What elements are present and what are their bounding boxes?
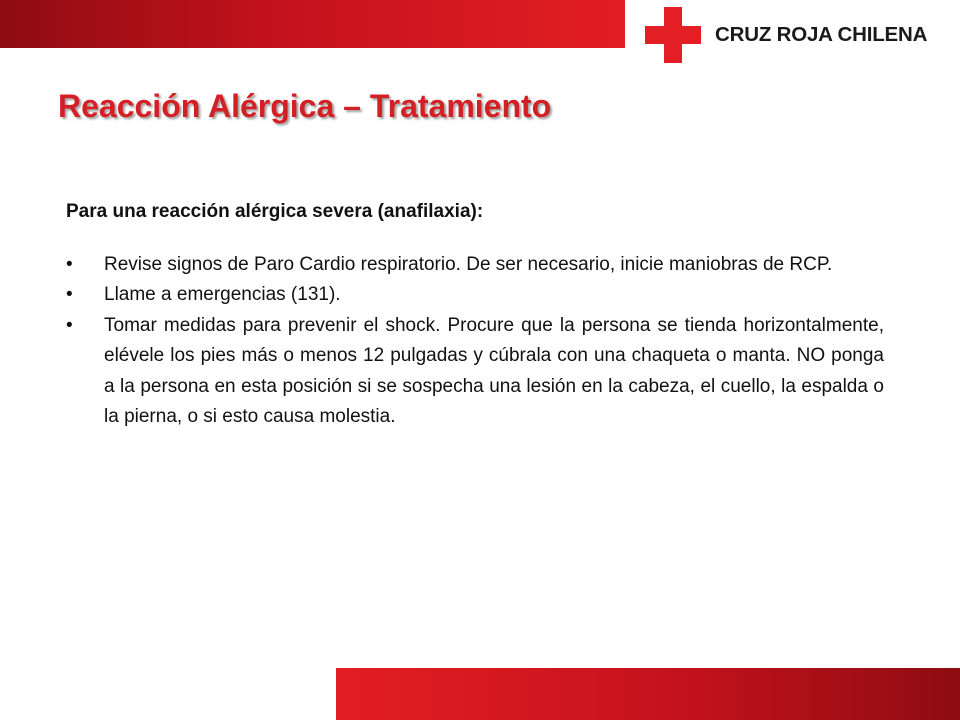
slide-body <box>66 197 884 433</box>
logo-text: CRUZ ROJA CHILENA <box>715 23 928 46</box>
bullet-text: Tomar medidas para prevenir el shock. Procure que la persona se tienda horizontalmente, elévele los pies más o menos 12 pulgadas y cúbrala con una chaqueta o manta. NO ponga a la persona en esta posición si se sospecha una lesión en la cabeza, el cuello, la espalda o la pierna, o si esto causa molestia. <box>104 314 884 427</box>
list-item <box>66 280 884 311</box>
bullet-list <box>66 250 884 433</box>
bullet-icon: • <box>66 253 73 275</box>
list-item <box>66 250 884 281</box>
bullet-text: Llame a emergencias (131). <box>104 284 341 305</box>
cruz-roja-logo <box>645 4 945 66</box>
red-cross-icon <box>645 7 701 63</box>
list-item <box>66 311 884 433</box>
bullet-icon: • <box>66 284 73 305</box>
bullet-text: Revise signos de Paro Cardio respiratorio. De ser necesario, inicie maniobras de RCP. <box>104 253 833 275</box>
slide-title: Reacción Alérgica – Tratamiento <box>58 88 552 124</box>
bullet-icon: • <box>66 314 73 336</box>
intro-text: Para una reacción alérgica severa (anafilaxia): <box>66 201 484 222</box>
top-decorative-bar <box>0 0 625 48</box>
bottom-decorative-bar <box>336 668 960 720</box>
